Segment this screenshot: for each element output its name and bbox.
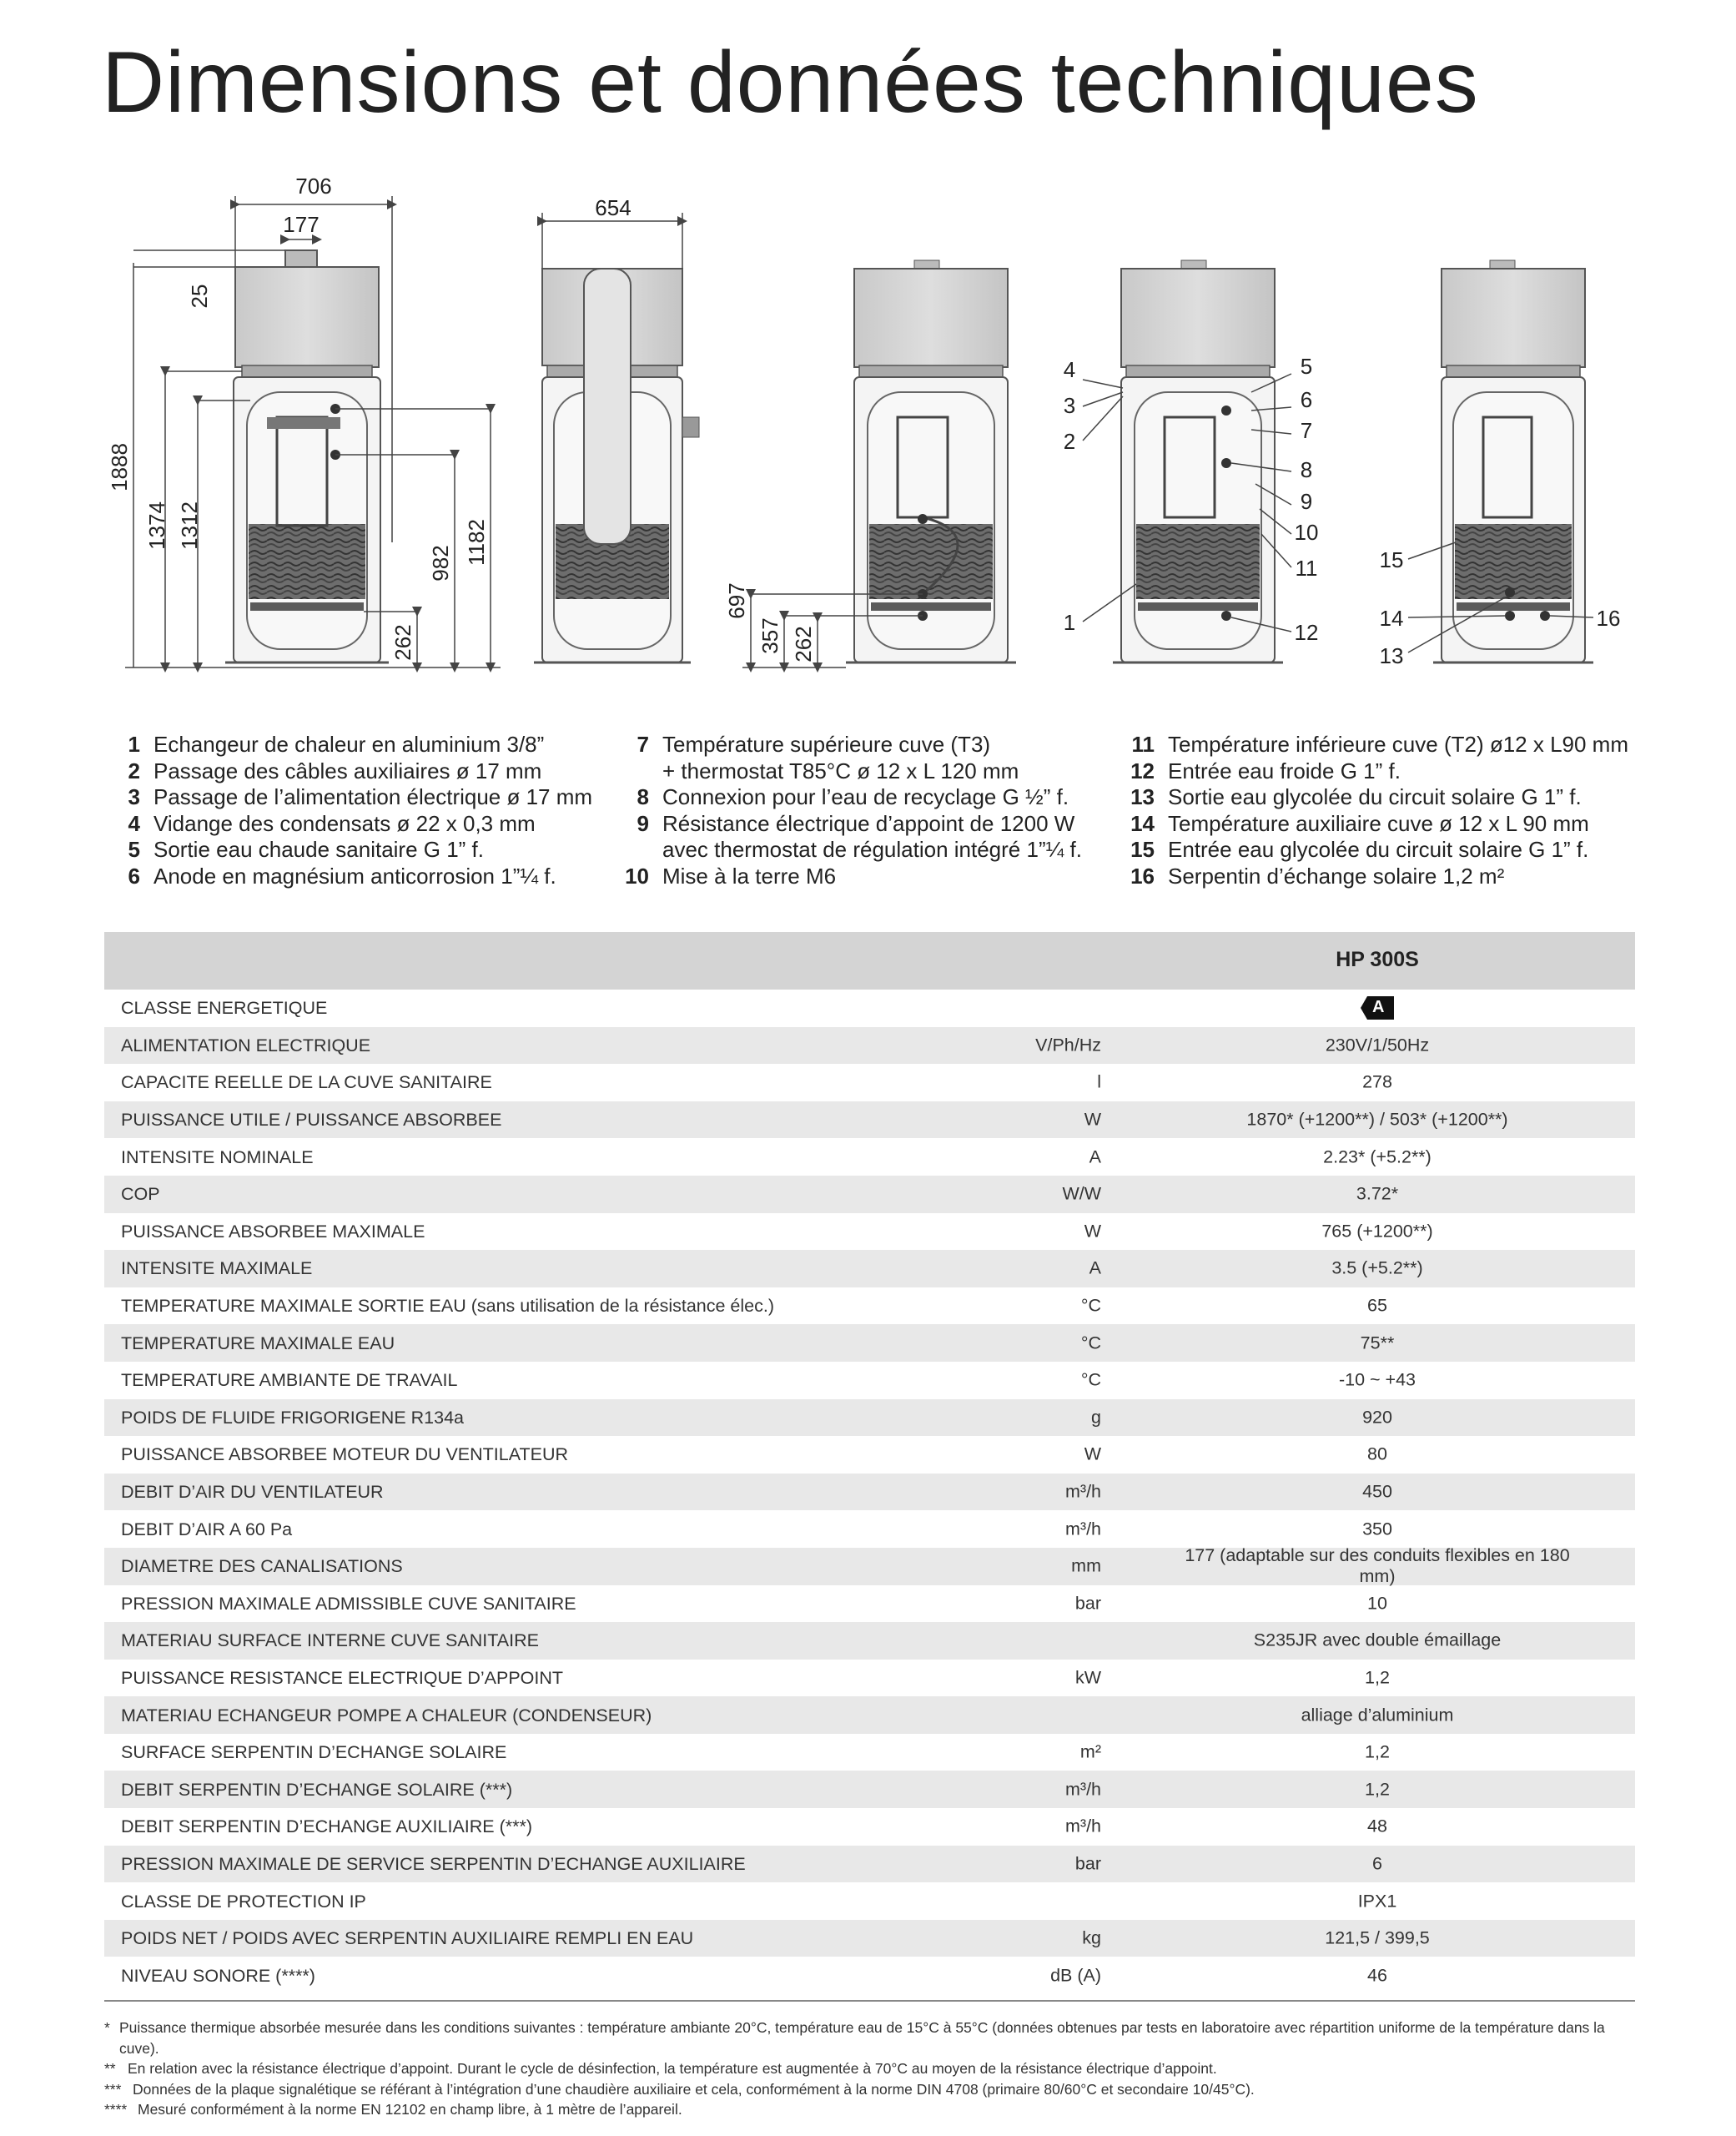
table-row: [104, 1101, 1635, 1139]
row-label: INTENSITE NOMINALE: [121, 1146, 314, 1167]
row-label: COP: [121, 1184, 160, 1205]
legend-item-number: 3: [128, 784, 140, 809]
row-label: DEBIT SERPENTIN D’ECHANGE SOLAIRE (***): [121, 1779, 513, 1800]
row-label: PRESSION MAXIMALE ADMISSIBLE CUVE SANITAIRE: [121, 1593, 576, 1614]
row-value: 1,2: [1365, 1741, 1390, 1762]
row-value: 177 (adaptable sur des conduits flexibles en 180 mm): [1185, 1545, 1570, 1587]
footnote-mark: ****: [104, 2101, 128, 2118]
dim-height-total: 1888: [107, 443, 132, 491]
legend-item-number: 12: [1130, 758, 1155, 783]
dim-1182: 1182: [464, 519, 489, 566]
legend-item: [108, 784, 592, 811]
footnote-mark: *: [104, 2019, 110, 2036]
row-unit: m²: [1079, 1741, 1101, 1762]
row-label: CLASSE ENERGETIQUE: [121, 998, 328, 1019]
legend-item-number: [617, 758, 649, 785]
table-row: [104, 1250, 1635, 1287]
row-unit: m³/h: [1065, 1816, 1101, 1836]
row-unit: m³/h: [1065, 1779, 1101, 1800]
row-value: 1870* (+1200**) / 503* (+1200**): [1246, 1109, 1508, 1130]
dim-top-offset: 25: [187, 284, 212, 309]
row-unit: bar: [1074, 1853, 1101, 1874]
row-value: 350: [1362, 1519, 1392, 1539]
legend-item-text: Passage des câbles auxiliaires ø 17 mm: [153, 758, 542, 783]
legend-item-text: Connexion pour l’eau de recyclage G ½” f.: [662, 784, 1069, 809]
row-label: PUISSANCE RESISTANCE ELECTRIQUE D’APPOINT: [121, 1667, 564, 1688]
legend-item: [617, 732, 1082, 758]
legend-item: [1123, 811, 1628, 838]
legend-item: [617, 811, 1082, 838]
legend-item-number: 6: [128, 863, 140, 889]
footnotes: [104, 2018, 1635, 2120]
row-value: 10: [1367, 1593, 1387, 1614]
row-value: 2.23* (+5.2**): [1323, 1146, 1432, 1167]
row-label: ALIMENTATION ELECTRIQUE: [121, 1035, 371, 1055]
legend-item-number: 9: [637, 810, 649, 836]
row-unit: mm: [1071, 1555, 1101, 1576]
row-value: 765 (+1200**): [1321, 1221, 1433, 1242]
legend-item: [1123, 758, 1628, 785]
row-unit: A: [1089, 1146, 1101, 1167]
row-value: 230V/1/50Hz: [1325, 1035, 1430, 1055]
callout-5: 5: [1300, 354, 1313, 379]
table-row: [104, 1808, 1635, 1846]
table-row: [104, 1064, 1635, 1101]
legend-item: [108, 811, 592, 838]
row-unit: °C: [1080, 1295, 1101, 1316]
row-label: PUISSANCE UTILE / PUISSANCE ABSORBEE: [121, 1110, 502, 1131]
row-label: TEMPERATURE MAXIMALE EAU: [121, 1332, 395, 1353]
legend-item: [108, 864, 592, 890]
row-unit: W: [1084, 1109, 1101, 1130]
legend-item-text: Serpentin d’échange solaire 1,2 m²: [1168, 863, 1505, 889]
row-unit: °C: [1080, 1332, 1101, 1353]
unit-front-view: [225, 250, 389, 662]
legend-item-text: Echangeur de chaleur en aluminium 3/8”: [153, 732, 545, 757]
table-row: [104, 1436, 1635, 1474]
table-row: [104, 1324, 1635, 1362]
row-label: POIDS DE FLUIDE FRIGORIGENE R134a: [121, 1407, 464, 1428]
legend-item: [617, 864, 1082, 890]
legend-item-number: 5: [128, 837, 140, 862]
legend-item-text: Passage de l’alimentation électrique ø 17 mm: [153, 784, 593, 809]
callout-15: 15: [1379, 547, 1404, 572]
table-header: [104, 932, 1635, 990]
row-label: PRESSION MAXIMALE DE SERVICE SERPENTIN D’ECHANGE AUXILIAIRE: [121, 1853, 746, 1874]
callout-12: 12: [1294, 620, 1319, 645]
row-label: PUISSANCE ABSORBEE MAXIMALE: [121, 1221, 425, 1242]
callout-1: 1: [1063, 610, 1076, 635]
footnote-text: Données de la plaque signalétique se référant à l’intégration d’une chaudière auxiliaire et cela, conformément à la norme DIN 4708 (primaire 80/60°C et secondaire 10/45°C).: [133, 2080, 1255, 2098]
row-value: 80: [1367, 1443, 1387, 1464]
row-label: NIVEAU SONORE (****): [121, 1965, 315, 1986]
unit-side-view: [534, 269, 699, 662]
legend-item-text: Température inférieure cuve (T2) ø12 x L90 mm: [1168, 732, 1628, 757]
footnote: [104, 2058, 1635, 2079]
callout-14: 14: [1379, 606, 1404, 631]
energy-class-badge: [1361, 996, 1394, 1020]
row-value: 1,2: [1365, 1667, 1390, 1688]
energy-class-letter: A: [1372, 998, 1385, 1017]
row-value: 920: [1362, 1407, 1392, 1428]
footnote-mark: **: [104, 2060, 116, 2077]
table-row: [104, 1510, 1635, 1548]
legend-item-text: Sortie eau glycolée du circuit solaire G 1” f.: [1168, 784, 1582, 809]
legend-item-text: Entrée eau glycolée du circuit solaire G 1” f.: [1168, 837, 1589, 862]
callout-6: 6: [1300, 387, 1313, 412]
row-value: 75**: [1360, 1332, 1395, 1353]
dim-262-a: 262: [390, 624, 415, 661]
footnote-mark: ***: [104, 2080, 122, 2098]
legend-item-number: 10: [625, 863, 649, 889]
legend-item: [617, 784, 1082, 811]
legend-column-3: [1123, 732, 1628, 889]
row-label: DIAMETRE DES CANALISATIONS: [121, 1556, 403, 1577]
row-value: S235JR avec double émaillage: [1253, 1630, 1502, 1650]
dim-357: 357: [757, 617, 782, 654]
row-unit: kW: [1074, 1667, 1101, 1688]
table-row: [104, 1138, 1635, 1176]
dim-262-b: 262: [791, 626, 816, 662]
row-value: alliage d’aluminium: [1301, 1705, 1454, 1725]
row-label: PUISSANCE ABSORBEE MOTEUR DU VENTILATEUR: [121, 1444, 569, 1465]
callout-13: 13: [1379, 643, 1404, 668]
row-value: IPX1: [1357, 1891, 1397, 1912]
callout-4: 4: [1063, 357, 1076, 382]
table-row: [104, 1213, 1635, 1251]
row-value: 450: [1362, 1481, 1392, 1502]
legend-item-text: Vidange des condensats ø 22 x 0,3 mm: [153, 810, 536, 836]
row-value: 278: [1362, 1071, 1392, 1092]
row-unit: m³/h: [1065, 1481, 1101, 1502]
row-unit: l: [1097, 1071, 1101, 1092]
row-label: DEBIT D’AIR DU VENTILATEUR: [121, 1482, 384, 1503]
dim-depth: 654: [595, 195, 632, 220]
table-row: [104, 1660, 1635, 1697]
row-label: MATERIAU ECHANGEUR POMPE A CHALEUR (CONDENSEUR): [121, 1705, 652, 1725]
table-row: [104, 1176, 1635, 1213]
dim-697: 697: [724, 582, 749, 619]
table-row: [104, 1399, 1635, 1437]
table-row: [104, 1771, 1635, 1808]
legend-item-text: Température auxiliaire cuve ø 12 x L 90 mm: [1168, 810, 1589, 836]
dim-width-total: 706: [295, 174, 332, 199]
legend-item: [108, 732, 592, 758]
spec-table: [104, 932, 1635, 1994]
page-title: Dimensions et données techniques: [102, 34, 1479, 131]
table-bottom-rule: [104, 2000, 1635, 2002]
callout-7: 7: [1300, 418, 1313, 443]
callout-2: 2: [1063, 429, 1076, 454]
row-value: 65: [1367, 1295, 1387, 1316]
legend-item-text: Mise à la terre M6: [662, 863, 837, 889]
table-row: [104, 1545, 1635, 1587]
table-body: [104, 990, 1635, 1994]
callout-11: 11: [1295, 556, 1318, 581]
row-label: DEBIT D’AIR A 60 Pa: [121, 1519, 293, 1539]
row-value: 6: [1372, 1853, 1382, 1874]
legend-item: [617, 758, 1082, 785]
table-row: [104, 1585, 1635, 1623]
unit-solar-view: [1433, 260, 1593, 662]
table-row: [104, 1027, 1635, 1065]
legend-item-text: Anode en magnésium anticorrosion 1”¼ f.: [153, 863, 556, 889]
legend-item-text: Résistance électrique d’appoint de 1200 W: [662, 810, 1075, 836]
legend-item-text: + thermostat T85°C ø 12 x L 120 mm: [662, 758, 1019, 783]
row-unit: W: [1084, 1443, 1101, 1464]
row-unit: dB (A): [1050, 1965, 1101, 1986]
footnote-text: En relation avec la résistance électrique d’appoint. Durant le cycle de désinfection, la température est augmentée à 70°C au moyen de la résistance électrique d’appoint.: [128, 2060, 1217, 2077]
legend-item-text: avec thermostat de régulation intégré 1”¼ f.: [662, 837, 1082, 862]
footnote-text: Mesuré conformément à la norme EN 12102 en champ libre, à 1 mètre de l’appareil.: [138, 2101, 682, 2118]
table-row: [104, 1957, 1635, 1994]
table-row: [104, 1882, 1635, 1920]
row-value: 121,5 / 399,5: [1325, 1927, 1430, 1948]
legend-item-number: 13: [1130, 784, 1155, 809]
table-row: [104, 990, 1635, 1027]
row-label: TEMPERATURE AMBIANTE DE TRAVAIL: [121, 1370, 458, 1391]
table-row: [104, 1920, 1635, 1957]
legend-item-text: Température supérieure cuve (T3): [662, 732, 991, 757]
footnote: [104, 2079, 1635, 2100]
legend-column-1: [108, 732, 592, 889]
legend-item-number: 4: [128, 810, 140, 836]
row-unit: A: [1089, 1257, 1101, 1278]
table-row: [104, 1734, 1635, 1771]
row-value: 3.72*: [1356, 1183, 1399, 1204]
legend-item-text: Entrée eau froide G 1” f.: [1168, 758, 1401, 783]
row-value: [1169, 996, 1586, 1020]
row-label: MATERIAU SURFACE INTERNE CUVE SANITAIRE: [121, 1630, 539, 1651]
row-unit: V/Ph/Hz: [1035, 1035, 1101, 1055]
table-row: [104, 1287, 1635, 1325]
legend-item: [1123, 732, 1628, 758]
row-label: SURFACE SERPENTIN D’ECHANGE SOLAIRE: [121, 1742, 507, 1763]
row-label: POIDS NET / POIDS AVEC SERPENTIN AUXILIAIRE REMPLI EN EAU: [121, 1928, 694, 1949]
table-row: [104, 1846, 1635, 1883]
unit-callout-view: [1113, 260, 1283, 662]
footnote: [104, 2099, 1635, 2120]
model-name: HP 300S: [1336, 948, 1419, 971]
table-row: [104, 1474, 1635, 1511]
legend-item: [108, 837, 592, 864]
legend-item-number: 14: [1130, 810, 1155, 836]
dim-982: 982: [428, 545, 453, 582]
row-label: INTENSITE MAXIMALE: [121, 1258, 313, 1279]
legend-item-number: 8: [637, 784, 649, 809]
dim-1312: 1312: [177, 501, 202, 550]
legend-item: [1123, 784, 1628, 811]
row-unit: °C: [1080, 1369, 1101, 1390]
technical-drawings: [0, 0, 1736, 734]
row-unit: W: [1084, 1221, 1101, 1242]
footnote-text: Puissance thermique absorbée mesurée dans les conditions suivantes : température ambiante 20°C, température eau de 15°C à 55°C (données obtenues par tests en laboratoire avec répartition uniforme de la température dans la cuve).: [119, 2019, 1605, 2057]
legend-item-number: [617, 837, 649, 864]
row-unit: bar: [1074, 1593, 1101, 1614]
legend-column-2: [617, 732, 1082, 889]
row-value: 3.5 (+5.2**): [1331, 1257, 1423, 1278]
row-value: 46: [1367, 1965, 1387, 1986]
row-value: 1,2: [1365, 1779, 1390, 1800]
row-unit: kg: [1082, 1927, 1101, 1948]
row-unit: m³/h: [1065, 1519, 1101, 1539]
table-row: [104, 1622, 1635, 1660]
unit-rear-view: [846, 260, 1016, 662]
row-unit: W/W: [1062, 1183, 1101, 1204]
legend-item-number: 16: [1130, 863, 1155, 889]
row-value: -10 ~ +43: [1338, 1369, 1416, 1390]
row-label: DEBIT SERPENTIN D’ECHANGE AUXILIAIRE (***): [121, 1816, 533, 1837]
dim-1374: 1374: [144, 501, 169, 550]
legend-item: [108, 758, 592, 785]
legend-item-number: 15: [1130, 837, 1155, 862]
callout-9: 9: [1300, 489, 1313, 514]
legend-item-number: 7: [637, 732, 649, 757]
callout-8: 8: [1300, 457, 1313, 482]
row-label: TEMPERATURE MAXIMALE SORTIE EAU (sans utilisation de la résistance élec.): [121, 1296, 775, 1317]
callout-10: 10: [1294, 520, 1319, 545]
row-label: CAPACITE REELLE DE LA CUVE SANITAIRE: [121, 1072, 492, 1093]
row-value: 48: [1367, 1816, 1387, 1836]
callout-16: 16: [1596, 606, 1621, 631]
legend-item-number: 2: [128, 758, 140, 783]
legend-item: [617, 837, 1082, 864]
dim-duct: 177: [283, 212, 320, 237]
table-row: [104, 1362, 1635, 1399]
callout-3: 3: [1063, 393, 1076, 418]
legend-item: [1123, 864, 1628, 890]
row-label: CLASSE DE PROTECTION IP: [121, 1891, 366, 1912]
legend-item-number: 1: [128, 732, 140, 757]
row-unit: g: [1091, 1407, 1101, 1428]
legend-item-text: Sortie eau chaude sanitaire G 1” f.: [153, 837, 485, 862]
footnote: [104, 2018, 1635, 2058]
legend-item: [1123, 837, 1628, 864]
table-row: [104, 1696, 1635, 1734]
legend-item-number: 11: [1131, 732, 1155, 757]
